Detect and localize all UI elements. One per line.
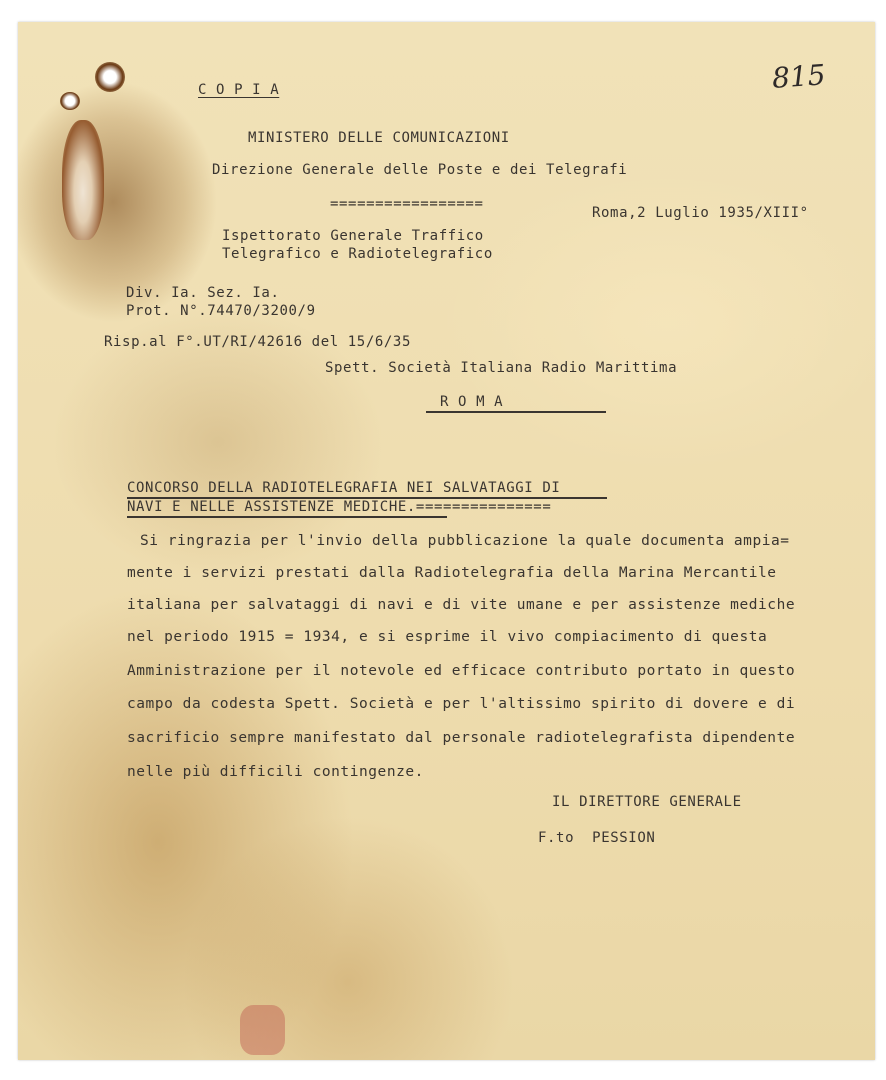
- addressee: Spett. Società Italiana Radio Marittima: [325, 360, 678, 376]
- copy-label: C O P I A: [198, 82, 280, 98]
- body-line-8: nelle più difficili contingenze.: [127, 764, 424, 780]
- burn-hole: [95, 62, 125, 92]
- signature-name: F.to PESSION: [538, 830, 656, 846]
- subject-line-1: CONCORSO DELLA RADIOTELEGRAFIA NEI SALVATAGGI DI: [127, 480, 561, 496]
- inspectorate-line-1: Ispettorato Generale Traffico: [222, 228, 484, 244]
- division-line: Div. Ia. Sez. Ia.: [126, 285, 280, 301]
- body-line-4: nel periodo 1915 = 1934, e si esprime il vivo compiacimento di questa: [127, 629, 768, 645]
- body-line-1: Si ringrazia per l'invio della pubblicazione la quale documenta ampia=: [140, 533, 790, 549]
- body-line-7: sacrificio sempre manifestato dal personale radiotelegrafista dipendente: [127, 730, 796, 746]
- date-line: Roma,2 Luglio 1935/XIII°: [592, 205, 809, 221]
- body-line-2: mente i servizi prestati dalla Radiotelegrafia della Marina Mercantile: [127, 565, 777, 581]
- burn-hole-small: [60, 92, 80, 110]
- city-underline: [426, 411, 606, 413]
- signature-title: IL DIRETTORE GENERALE: [552, 794, 742, 810]
- heading-separator: =================: [330, 196, 484, 212]
- subject-underline-2: [127, 516, 447, 518]
- ministry-heading: MINISTERO DELLE COMUNICAZIONI: [248, 130, 510, 146]
- red-stain: [240, 1005, 285, 1055]
- body-line-5: Amministrazione per il notevole ed efficace contributo portato in questo: [127, 663, 796, 679]
- burn-stain: [62, 120, 104, 240]
- folio-number: 815: [770, 58, 827, 95]
- addressee-city: R O M A: [440, 394, 504, 410]
- subject-line-2: NAVI E NELLE ASSISTENZE MEDICHE.===============: [127, 499, 552, 515]
- direction-heading: Direzione Generale delle Poste e dei Telegrafi: [212, 162, 628, 178]
- protocol-line: Prot. N°.74470/3200/9: [126, 303, 316, 319]
- body-line-6: campo da codesta Spett. Società e per l'altissimo spirito di dovere e di: [127, 696, 796, 712]
- inspectorate-line-2: Telegrafico e Radiotelegrafico: [222, 246, 493, 262]
- body-line-3: italiana per salvataggi di navi e di vite umane e per assistenze mediche: [127, 597, 796, 613]
- reply-reference: Risp.al F°.UT/RI/42616 del 15/6/35: [104, 334, 411, 350]
